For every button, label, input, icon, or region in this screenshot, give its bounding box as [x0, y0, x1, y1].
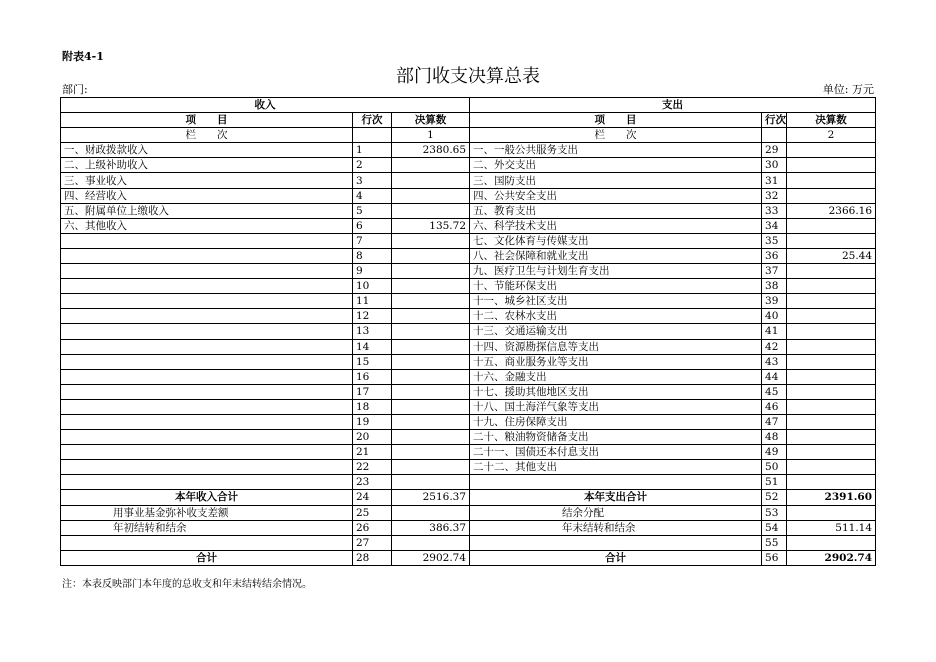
expense-line-number: 38 — [762, 279, 787, 294]
footnote: 注：本表反映部门本年度的总收支和年末结转结余情况。 — [62, 579, 312, 590]
section-header-row — [61, 98, 876, 113]
income-line-number: 23 — [353, 475, 392, 490]
income-line-number: 25 — [353, 505, 392, 520]
expense-line-number: 33 — [762, 203, 787, 218]
income-item — [61, 475, 353, 490]
income-line-number: 7 — [353, 233, 392, 248]
income-line-number: 16 — [353, 369, 392, 384]
table-row — [61, 414, 876, 429]
expense-item: 八、社会保障和就业支出 — [470, 248, 762, 263]
table-row — [61, 354, 876, 369]
expense-item: 六、科学技术支出 — [470, 218, 762, 233]
expense-line-number: 47 — [762, 414, 787, 429]
expense-index-line — [762, 128, 787, 143]
income-item: 一、财政拨款收入 — [61, 143, 353, 158]
expense-item: 十二、农林水支出 — [470, 309, 762, 324]
table-row — [61, 384, 876, 399]
expense-line-number: 55 — [762, 535, 787, 550]
budget-summary-table — [60, 97, 876, 566]
table-row — [61, 248, 876, 263]
income-line-number: 6 — [353, 218, 392, 233]
income-line-number: 3 — [353, 173, 392, 188]
income-amount — [392, 384, 470, 399]
income-line-number: 21 — [353, 445, 392, 460]
expense-line-number: 56 — [762, 550, 787, 565]
table-row — [61, 173, 876, 188]
income-line-header: 行次 — [353, 113, 392, 128]
summary-row — [61, 490, 876, 505]
expense-summary-item: 本年支出合计 — [470, 490, 762, 505]
table-row — [61, 203, 876, 218]
summary-row — [61, 535, 876, 550]
income-index-label: 栏 次 — [61, 128, 353, 143]
income-item — [61, 460, 353, 475]
income-amount — [392, 188, 470, 203]
income-summary-amount: 386.37 — [392, 520, 470, 535]
income-line-number: 17 — [353, 384, 392, 399]
unit-label: 单位: 万元 — [822, 83, 874, 96]
income-amount — [392, 399, 470, 414]
expense-summary-item: 合计 — [470, 550, 762, 565]
income-item: 五、附属单位上缴收入 — [61, 203, 353, 218]
income-summary-item — [61, 535, 353, 550]
expense-line-number: 41 — [762, 324, 787, 339]
income-item-header: 项 目 — [61, 113, 353, 128]
income-line-number: 5 — [353, 203, 392, 218]
income-item: 二、上级补助收入 — [61, 158, 353, 173]
expense-line-number: 44 — [762, 369, 787, 384]
column-index-row — [61, 128, 876, 143]
expense-amount — [787, 414, 876, 429]
table-row — [61, 264, 876, 279]
expense-amount — [787, 233, 876, 248]
income-summary-amount: 2516.37 — [392, 490, 470, 505]
expense-amount — [787, 324, 876, 339]
income-item — [61, 399, 353, 414]
expense-line-number: 34 — [762, 218, 787, 233]
expense-line-number: 42 — [762, 339, 787, 354]
expense-amount — [787, 173, 876, 188]
table-row — [61, 339, 876, 354]
expense-amount: 2366.16 — [787, 203, 876, 218]
expense-amount — [787, 475, 876, 490]
expense-item: 四、公共安全支出 — [470, 188, 762, 203]
income-item: 六、其他收入 — [61, 218, 353, 233]
expense-item: 七、文化体育与传媒支出 — [470, 233, 762, 248]
expense-item: 十四、资源勘探信息等支出 — [470, 339, 762, 354]
income-item — [61, 354, 353, 369]
income-item — [61, 339, 353, 354]
income-amount — [392, 414, 470, 429]
department-label: 部门: — [62, 83, 88, 96]
expense-line-number: 31 — [762, 173, 787, 188]
table-row — [61, 233, 876, 248]
expense-amount — [787, 460, 876, 475]
income-line-number: 4 — [353, 188, 392, 203]
income-line-number: 15 — [353, 354, 392, 369]
income-item — [61, 294, 353, 309]
income-summary-item: 合计 — [61, 550, 353, 565]
expense-item — [470, 475, 762, 490]
income-line-number: 24 — [353, 490, 392, 505]
income-line-number: 14 — [353, 339, 392, 354]
expense-line-number: 29 — [762, 143, 787, 158]
expense-line-number: 51 — [762, 475, 787, 490]
income-amount — [392, 158, 470, 173]
expense-line-number: 46 — [762, 399, 787, 414]
income-summary-amount — [392, 505, 470, 520]
summary-row — [61, 505, 876, 520]
expense-amount — [787, 339, 876, 354]
income-amount: 2380.65 — [392, 143, 470, 158]
income-line-number: 8 — [353, 248, 392, 263]
table-row — [61, 218, 876, 233]
income-item — [61, 324, 353, 339]
expense-amount — [787, 218, 876, 233]
income-amount — [392, 279, 470, 294]
income-amount — [392, 248, 470, 263]
page-title: 部门收支决算总表 — [396, 66, 540, 87]
income-amount — [392, 460, 470, 475]
expense-line-number: 40 — [762, 309, 787, 324]
income-item — [61, 264, 353, 279]
table-row — [61, 324, 876, 339]
income-item: 三、事业收入 — [61, 173, 353, 188]
income-line-number: 11 — [353, 294, 392, 309]
income-item — [61, 233, 353, 248]
expense-summary-amount — [787, 505, 876, 520]
expense-summary-amount: 2391.60 — [787, 490, 876, 505]
expense-amount — [787, 445, 876, 460]
table-row — [61, 399, 876, 414]
expense-item: 二十二、其他支出 — [470, 460, 762, 475]
income-summary-item: 用事业基金弥补收支差额 — [61, 505, 353, 520]
expense-item: 二十一、国债还本付息支出 — [470, 445, 762, 460]
income-summary-item: 本年收入合计 — [61, 490, 353, 505]
expense-line-number: 49 — [762, 445, 787, 460]
expense-summary-amount: 511.14 — [787, 520, 876, 535]
income-item: 四、经营收入 — [61, 188, 353, 203]
income-line-number: 13 — [353, 324, 392, 339]
expense-header: 支出 — [470, 98, 876, 113]
expense-amount — [787, 279, 876, 294]
expense-line-number: 52 — [762, 490, 787, 505]
income-amount — [392, 475, 470, 490]
expense-item: 一、一般公共服务支出 — [470, 143, 762, 158]
income-amount — [392, 354, 470, 369]
income-item — [61, 414, 353, 429]
table-row — [61, 369, 876, 384]
expense-item: 十八、国土海洋气象等支出 — [470, 399, 762, 414]
income-line-number: 2 — [353, 158, 392, 173]
income-amount — [392, 324, 470, 339]
expense-item: 十、节能环保支出 — [470, 279, 762, 294]
summary-row — [61, 520, 876, 535]
summary-row — [61, 550, 876, 565]
expense-amount — [787, 384, 876, 399]
expense-line-header: 行次 — [762, 113, 787, 128]
expense-line-number: 48 — [762, 430, 787, 445]
income-summary-amount — [392, 535, 470, 550]
expense-amount — [787, 188, 876, 203]
expense-amount — [787, 264, 876, 279]
income-item — [61, 248, 353, 263]
table-row — [61, 188, 876, 203]
table-row — [61, 158, 876, 173]
column-header-row — [61, 113, 876, 128]
table-row — [61, 445, 876, 460]
expense-line-number: 39 — [762, 294, 787, 309]
table-row — [61, 430, 876, 445]
income-line-number: 18 — [353, 399, 392, 414]
expense-item-header: 项 目 — [470, 113, 762, 128]
attachment-label: 附表4-1 — [62, 50, 104, 63]
expense-item: 十一、城乡社区支出 — [470, 294, 762, 309]
income-line-number: 26 — [353, 520, 392, 535]
income-line-number: 20 — [353, 430, 392, 445]
expense-amount — [787, 158, 876, 173]
expense-amount — [787, 399, 876, 414]
expense-amount: 25.44 — [787, 248, 876, 263]
income-line-number: 22 — [353, 460, 392, 475]
expense-item: 十五、商业服务业等支出 — [470, 354, 762, 369]
expense-amount-header: 决算数 — [787, 113, 876, 128]
income-line-number: 10 — [353, 279, 392, 294]
expense-item: 十九、住房保障支出 — [470, 414, 762, 429]
income-item — [61, 445, 353, 460]
expense-line-number: 43 — [762, 354, 787, 369]
table-row — [61, 309, 876, 324]
income-line-number: 19 — [353, 414, 392, 429]
income-line-number: 1 — [353, 143, 392, 158]
income-summary-item: 年初结转和结余 — [61, 520, 353, 535]
income-item — [61, 384, 353, 399]
income-summary-amount: 2902.74 — [392, 550, 470, 565]
expense-amount — [787, 309, 876, 324]
expense-line-number: 53 — [762, 505, 787, 520]
expense-amount — [787, 143, 876, 158]
income-item — [61, 369, 353, 384]
expense-summary-amount — [787, 535, 876, 550]
expense-item: 二、外交支出 — [470, 158, 762, 173]
expense-line-number: 54 — [762, 520, 787, 535]
income-item — [61, 309, 353, 324]
income-line-number: 12 — [353, 309, 392, 324]
income-index-line — [353, 128, 392, 143]
expense-item: 十七、援助其他地区支出 — [470, 384, 762, 399]
income-amount — [392, 445, 470, 460]
expense-item: 五、教育支出 — [470, 203, 762, 218]
expense-col-number: 2 — [787, 128, 876, 143]
expense-line-number: 37 — [762, 264, 787, 279]
expense-amount — [787, 430, 876, 445]
expense-line-number: 36 — [762, 248, 787, 263]
expense-line-number: 50 — [762, 460, 787, 475]
income-amount: 135.72 — [392, 218, 470, 233]
income-amount — [392, 430, 470, 445]
expense-item: 十六、金融支出 — [470, 369, 762, 384]
income-amount — [392, 203, 470, 218]
income-amount — [392, 264, 470, 279]
expense-item: 三、国防支出 — [470, 173, 762, 188]
income-item — [61, 279, 353, 294]
expense-summary-item: 年末结转和结余 — [470, 520, 762, 535]
income-amount-header: 决算数 — [392, 113, 470, 128]
income-line-number: 28 — [353, 550, 392, 565]
expense-index-label: 栏 次 — [470, 128, 762, 143]
income-amount — [392, 369, 470, 384]
income-line-number: 9 — [353, 264, 392, 279]
table-row — [61, 143, 876, 158]
income-item — [61, 430, 353, 445]
income-line-number: 27 — [353, 535, 392, 550]
income-amount — [392, 233, 470, 248]
expense-item: 九、医疗卫生与计划生育支出 — [470, 264, 762, 279]
expense-amount — [787, 354, 876, 369]
income-amount — [392, 309, 470, 324]
table-row — [61, 294, 876, 309]
expense-item: 二十、粮油物资储备支出 — [470, 430, 762, 445]
expense-item: 十三、交通运输支出 — [470, 324, 762, 339]
expense-amount — [787, 294, 876, 309]
expense-summary-amount: 2902.74 — [787, 550, 876, 565]
income-amount — [392, 294, 470, 309]
income-header: 收入 — [61, 98, 470, 113]
table-row — [61, 460, 876, 475]
expense-summary-item: 结余分配 — [470, 505, 762, 520]
expense-summary-item — [470, 535, 762, 550]
table-row — [61, 475, 876, 490]
income-col-number: 1 — [392, 128, 470, 143]
expense-line-number: 30 — [762, 158, 787, 173]
table-row — [61, 279, 876, 294]
expense-amount — [787, 369, 876, 384]
expense-line-number: 45 — [762, 384, 787, 399]
income-amount — [392, 339, 470, 354]
expense-line-number: 32 — [762, 188, 787, 203]
expense-line-number: 35 — [762, 233, 787, 248]
income-amount — [392, 173, 470, 188]
